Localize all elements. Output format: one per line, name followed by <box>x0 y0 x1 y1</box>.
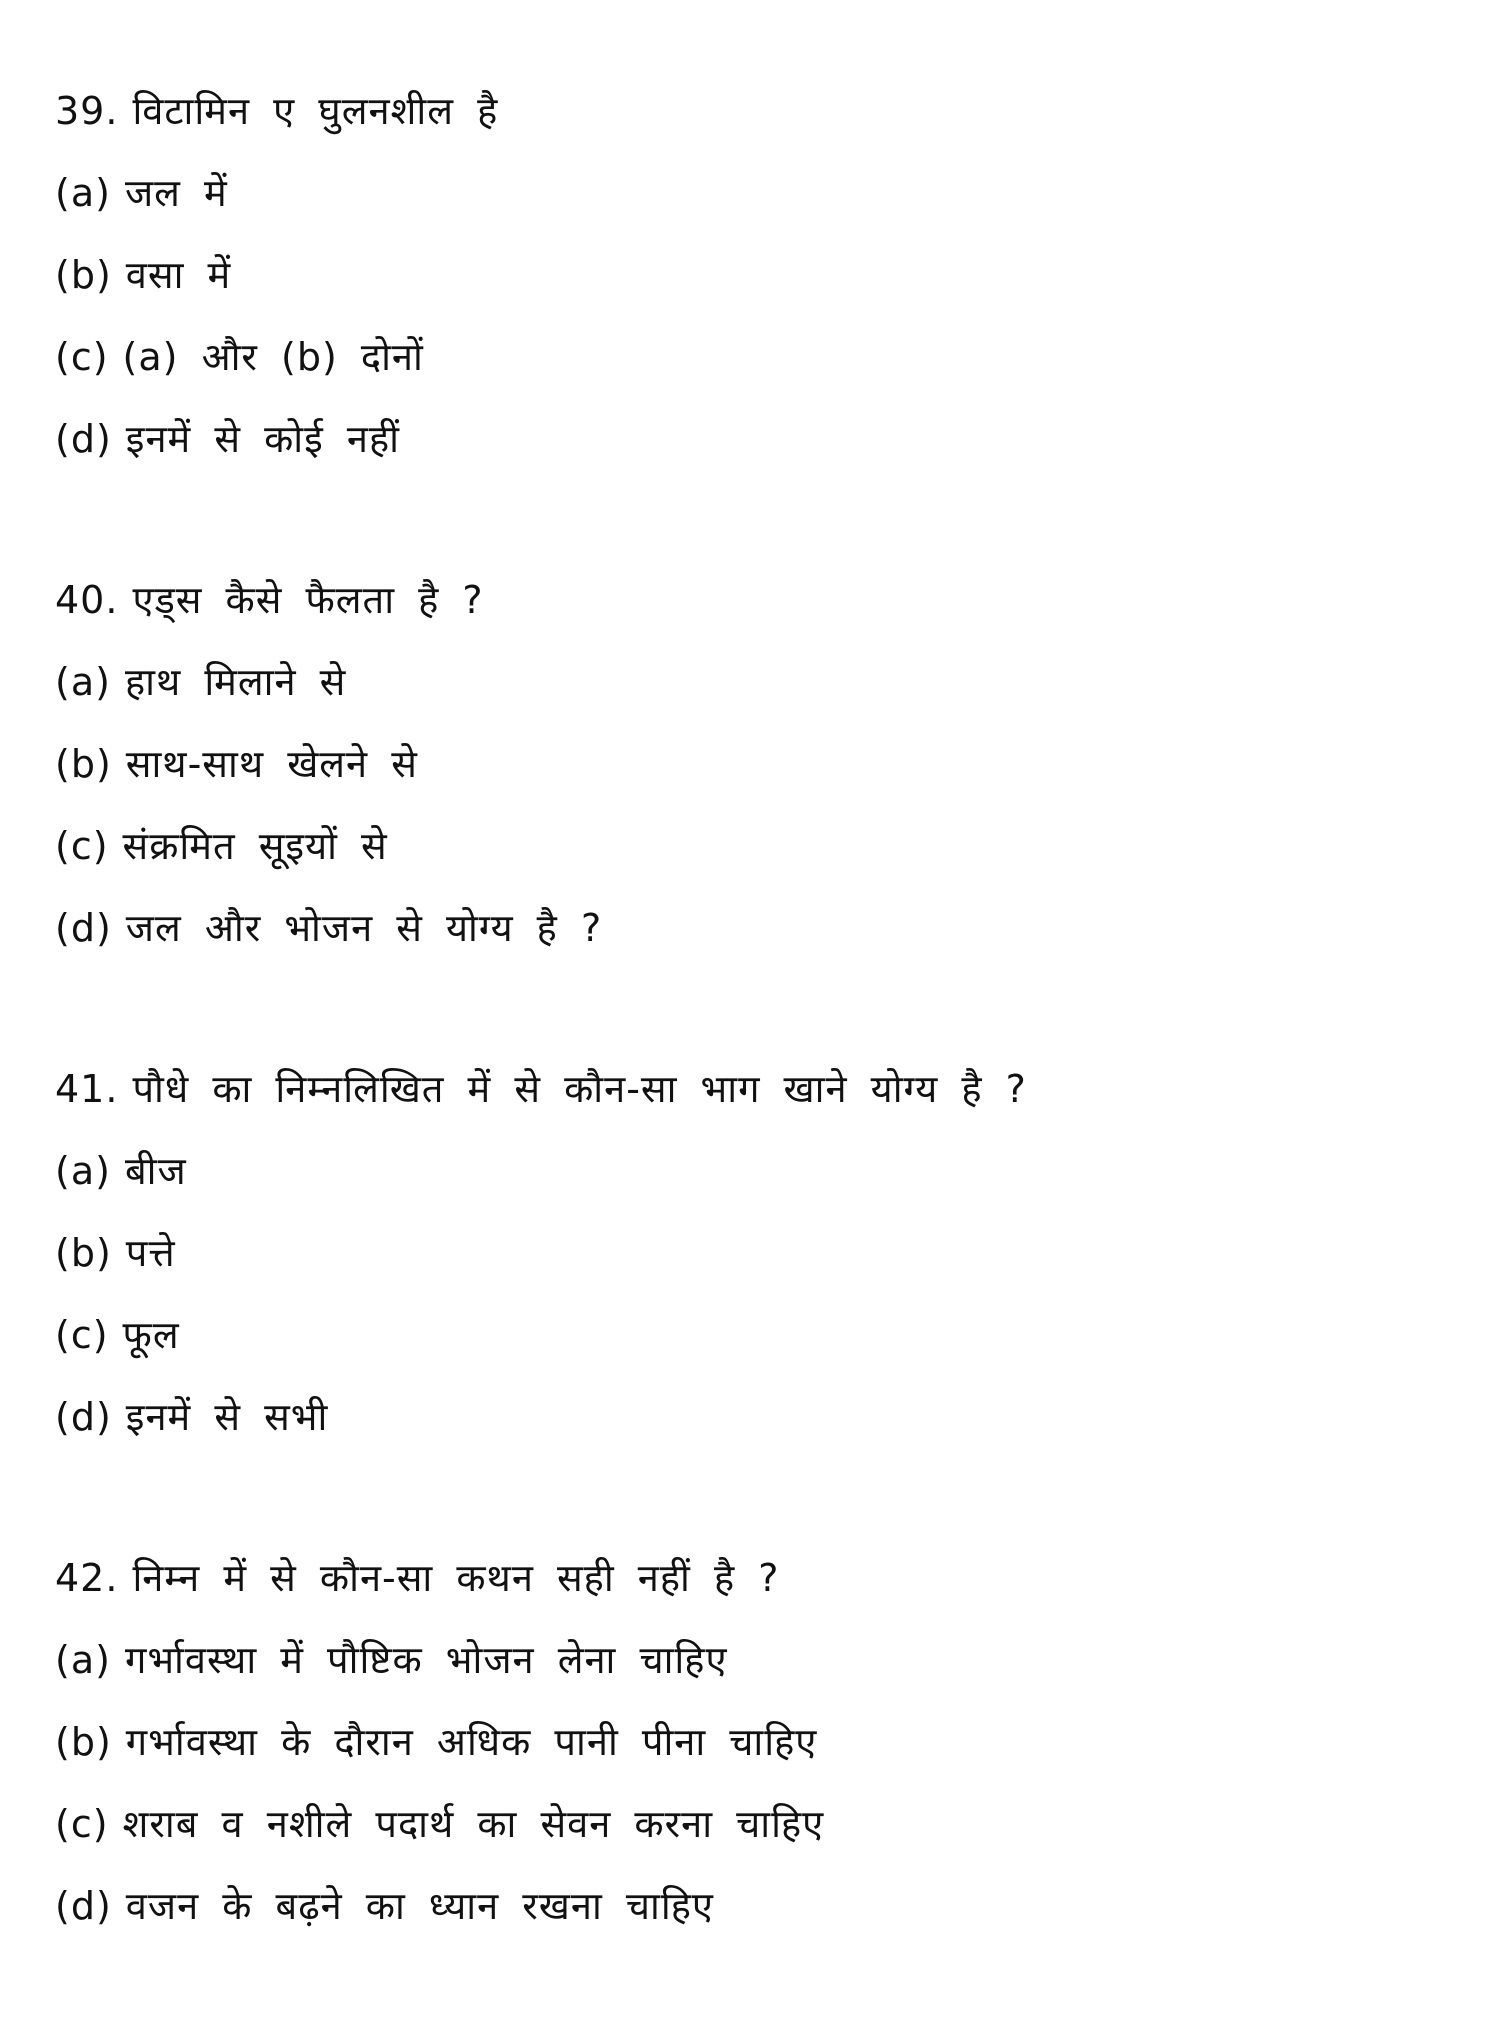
option-text: जल में <box>124 171 228 215</box>
option-text: वसा में <box>125 253 232 297</box>
option-text: इनमें से कोई नहीं <box>125 417 400 461</box>
option-label: (a) <box>55 660 111 704</box>
question-stem <box>55 70 1455 152</box>
option-c <box>55 1783 1455 1865</box>
option-label: (c) <box>55 824 109 868</box>
option-text: बीज <box>124 1149 187 1193</box>
question-number: 40. <box>55 578 119 622</box>
option-a <box>55 152 1455 234</box>
option-text: वजन के बढ़ने का ध्यान रखना चाहिए <box>125 1884 714 1928</box>
option-text: जल और भोजन से योग्य है ? <box>125 906 603 950</box>
question-stem <box>55 559 1455 641</box>
option-text: गर्भावस्था में पौष्टिक भोजन लेना चाहिए <box>124 1638 728 1682</box>
option-label: (a) <box>55 1638 111 1682</box>
option-text: इनमें से सभी <box>125 1395 329 1439</box>
option-d <box>55 1376 1455 1458</box>
option-label: (a) <box>55 1149 111 1193</box>
option-text: पत्ते <box>125 1231 176 1275</box>
option-a <box>55 1130 1455 1212</box>
option-text: हाथ मिलाने से <box>124 660 347 704</box>
option-label: (c) <box>55 1313 109 1357</box>
question-number: 42. <box>55 1556 119 1600</box>
question-text: एड्स कैसे फैलता है ? <box>132 578 484 622</box>
question-42 <box>55 1537 1455 1947</box>
question-39 <box>55 70 1455 480</box>
option-d <box>55 1865 1455 1947</box>
option-label: (c) <box>55 1802 109 1846</box>
option-label: (d) <box>55 1884 112 1928</box>
question-text: विटामिन ए घुलनशील है <box>132 89 499 133</box>
option-text: गर्भावस्था के दौरान अधिक पानी पीना चाहिए <box>125 1720 818 1764</box>
question-page <box>55 70 1455 2026</box>
option-d <box>55 887 1455 969</box>
option-label: (b) <box>55 742 112 786</box>
option-text: संक्रमित सूइयों से <box>122 824 388 868</box>
option-b <box>55 723 1455 805</box>
question-stem <box>55 1537 1455 1619</box>
question-40 <box>55 559 1455 969</box>
option-a <box>55 1619 1455 1701</box>
option-c <box>55 805 1455 887</box>
option-b <box>55 1701 1455 1783</box>
option-text: साथ-साथ खेलने से <box>125 742 418 786</box>
option-text: (a) और (b) दोनों <box>122 335 424 379</box>
option-a <box>55 641 1455 723</box>
option-label: (c) <box>55 335 109 379</box>
option-text: शराब व नशीले पदार्थ का सेवन करना चाहिए <box>122 1802 825 1846</box>
option-b <box>55 1212 1455 1294</box>
option-c <box>55 316 1455 398</box>
option-label: (d) <box>55 1395 112 1439</box>
question-number: 39. <box>55 89 119 133</box>
question-text: पौधे का निम्नलिखित में से कौन-सा भाग खाने योग्य है ? <box>132 1067 1027 1111</box>
question-41 <box>55 1048 1455 1458</box>
option-label: (d) <box>55 906 112 950</box>
option-label: (a) <box>55 171 111 215</box>
question-text: निम्न में से कौन-सा कथन सही नहीं है ? <box>132 1556 780 1600</box>
option-text: फूल <box>122 1313 180 1357</box>
option-label: (d) <box>55 417 112 461</box>
option-d <box>55 398 1455 480</box>
question-number: 41. <box>55 1067 119 1111</box>
question-stem <box>55 1048 1455 1130</box>
option-label: (b) <box>55 1231 112 1275</box>
option-c <box>55 1294 1455 1376</box>
option-b <box>55 234 1455 316</box>
option-label: (b) <box>55 1720 112 1764</box>
option-label: (b) <box>55 253 112 297</box>
